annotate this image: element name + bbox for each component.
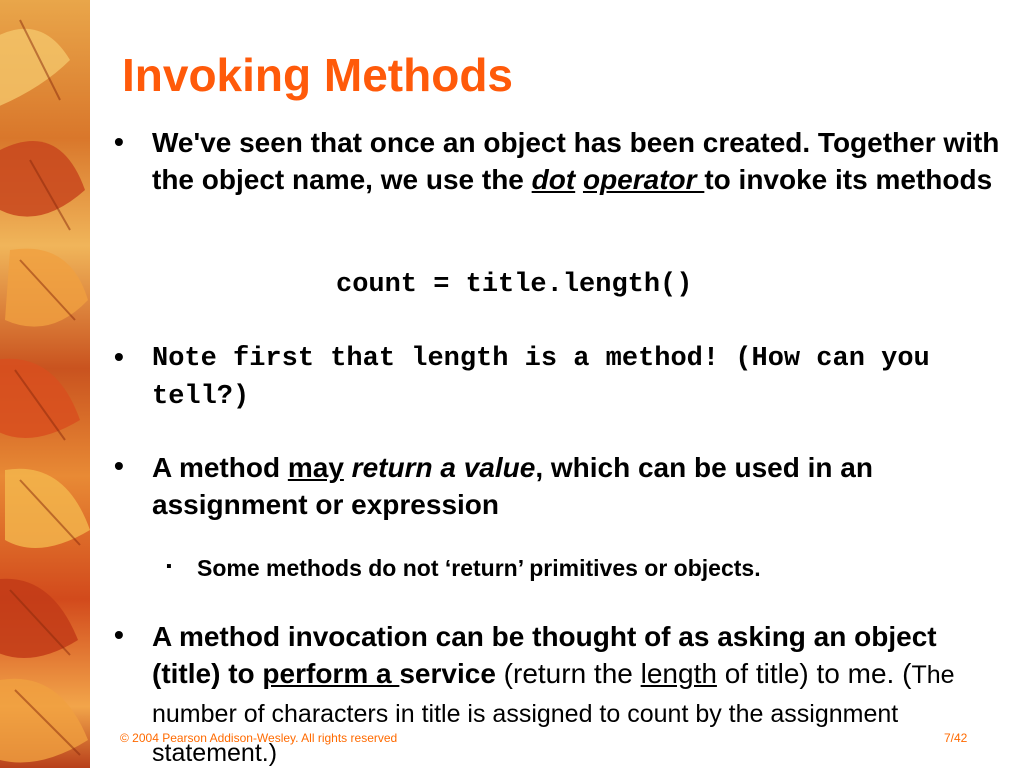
- service-term: service: [399, 658, 496, 689]
- sub-bullet-marker: ▪: [166, 558, 172, 575]
- bullet-4-part-2: (return the: [495, 658, 641, 689]
- bullet-3-text: [152, 449, 1014, 523]
- bullet-1-marker: •: [114, 126, 124, 157]
- bullet-4-text: [152, 618, 1012, 772]
- slide-number: 7/42: [944, 731, 968, 745]
- bullet-2-text: Note first that length is a method! (How can you tell?): [152, 344, 930, 412]
- bullet-1-text: [152, 124, 1014, 198]
- bullet-3-part-1: A method: [152, 452, 288, 483]
- bullet-4-marker: •: [114, 619, 124, 650]
- bullet-1-part-2: to invoke its methods: [704, 164, 993, 195]
- bullet-4-part-3: of title) to me. (: [716, 658, 912, 689]
- copyright-footer: © 2004 Pearson Addison-Wesley. All rights reserved: [120, 731, 398, 745]
- sub-bullet-text: Some methods do not ‘return’ primitives or objects.: [197, 555, 761, 581]
- return-value-term: return a value: [351, 452, 536, 483]
- bullet-1-part-1: We've seen that once an object has been created. Together with the object name, we use the: [152, 127, 1000, 195]
- leaf-pattern: [0, 0, 90, 768]
- bullet-2-marker: •: [114, 341, 124, 372]
- bullet-3-marker: •: [114, 450, 124, 481]
- dot-term: dot: [531, 164, 576, 195]
- code-example: count = title.length(): [336, 270, 693, 300]
- slide-title: Invoking Methods: [122, 49, 513, 101]
- length-term: length: [640, 658, 717, 689]
- perform-term: perform a: [262, 658, 400, 689]
- operator-term: operator: [582, 164, 705, 195]
- autumn-leaves-border: [0, 0, 90, 768]
- may-term: may: [287, 452, 344, 483]
- bullet-4-part-4: The number of characters in title is assigned to count by the assignment statement.): [152, 661, 955, 767]
- bullet-4-part-1: A method invocation can be thought of as asking an object (title) to: [152, 621, 937, 689]
- bullet-3-part-2: , which can be used in an assignment or expression: [152, 452, 873, 520]
